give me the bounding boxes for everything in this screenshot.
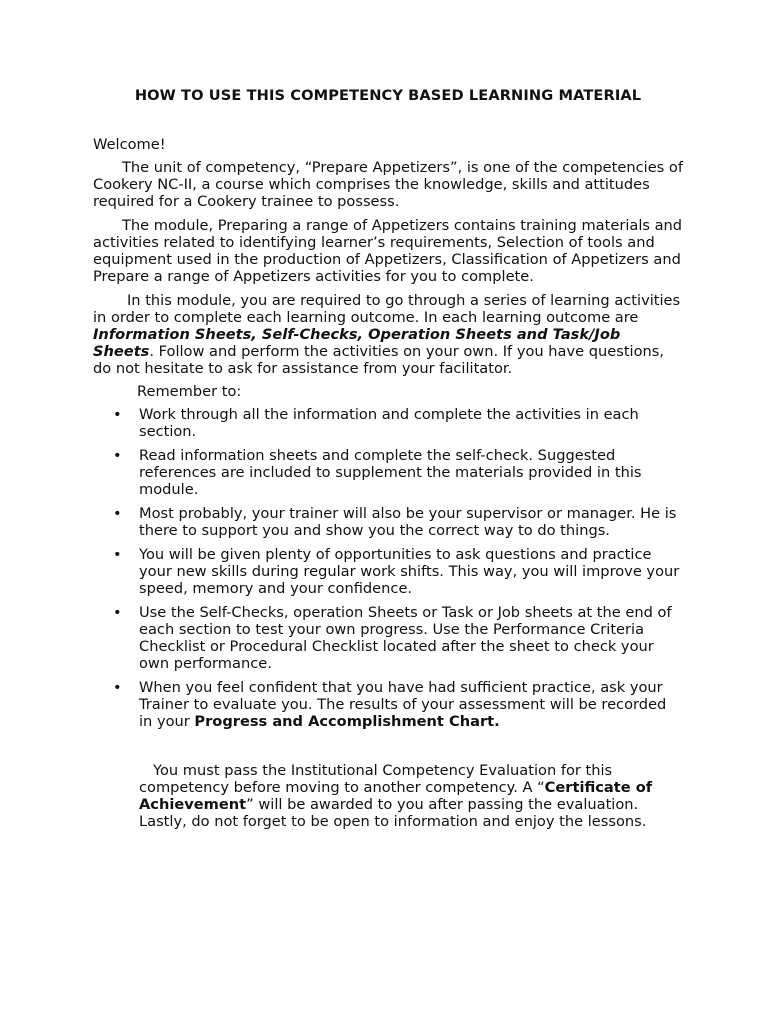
bullet-icon: • — [113, 505, 122, 522]
page-title: HOW TO USE THIS COMPETENCY BASED LEARNING MATERIAL — [134, 87, 642, 104]
welcome-text: Welcome! — [93, 136, 166, 153]
closing-text-before: You must pass the Institutional Competency Evaluation for this competency before moving to another competency. A “ — [139, 762, 613, 796]
list-item-text: Work through all the information and complete the activities in each section. — [139, 406, 639, 440]
list-item — [93, 447, 683, 498]
bullet-icon: • — [113, 447, 122, 464]
closing-paragraph — [93, 762, 683, 830]
bullet-icon: • — [113, 679, 122, 696]
bullet-icon: • — [113, 406, 122, 423]
list-item — [93, 406, 683, 440]
list-item-text: When you feel confident that you have had sufficient practice, ask your Trainer to evaluate you. The results of your assessment will be recorded in your — [139, 679, 667, 730]
list-item-text: Most probably, your trainer will also be your supervisor or manager. He is there to support you and show you the correct way to do things. — [139, 505, 677, 539]
reminder-list — [93, 406, 683, 730]
list-item — [93, 604, 683, 672]
certificate-label: Certificate of Achievement — [139, 779, 653, 813]
document-page — [93, 86, 683, 830]
progress-chart-label: Progress and Accomplishment Chart. — [194, 713, 500, 730]
list-item-text: Use the Self-Checks, operation Sheets or Task or Job sheets at the end of each section to test your own progress. Use the Performance Criteria Checklist or Procedural Checklist located after the sheet to check your own performance. — [139, 604, 672, 672]
remember-label: Remember to: — [137, 383, 242, 400]
activities-text-after: . Follow and perform the activities on your own. If you have questions, do not hesitate to ask for assistance from your facilitator. — [93, 343, 665, 377]
intro-paragraph-unit: The unit of competency, “Prepare Appetizers”, is one of the competencies of Cookery NC-II, a course which comprises the knowledge, skills and attitudes required for a Cookery trainee to possess. — [93, 159, 683, 210]
list-item — [93, 679, 683, 730]
list-item — [93, 505, 683, 539]
list-item-text: Read information sheets and complete the self-check. Suggested references are included to supplement the materials provided in this module. — [139, 447, 642, 498]
closing-text-after: ” will be awarded to you after passing the evaluation. Lastly, do not forget to be open to information and enjoy the lessons. — [139, 796, 647, 830]
bullet-icon: • — [113, 604, 122, 621]
intro-paragraph-activities — [93, 292, 683, 377]
list-item-text: You will be given plenty of opportunities to ask questions and practice your new skills during regular work shifts. This way, you will improve your speed, memory and your confidence. — [139, 546, 680, 597]
list-item — [93, 546, 683, 597]
activities-text-before: In this module, you are required to go through a series of learning activities in order to complete each learning outcome. In each learning outcome are — [93, 292, 681, 326]
bullet-icon: • — [113, 546, 122, 563]
activities-emphasis: Information Sheets, Self-Checks, Operation Sheets and Task/Job Sheets — [93, 326, 621, 360]
intro-paragraph-module: The module, Preparing a range of Appetizers contains training materials and activities related to identifying learner’s requirements, Selection of tools and equipment used in the production of Appetizers, Classification of Appetizers and Prepare a range of Appetizers activities for you to complete. — [93, 217, 683, 285]
